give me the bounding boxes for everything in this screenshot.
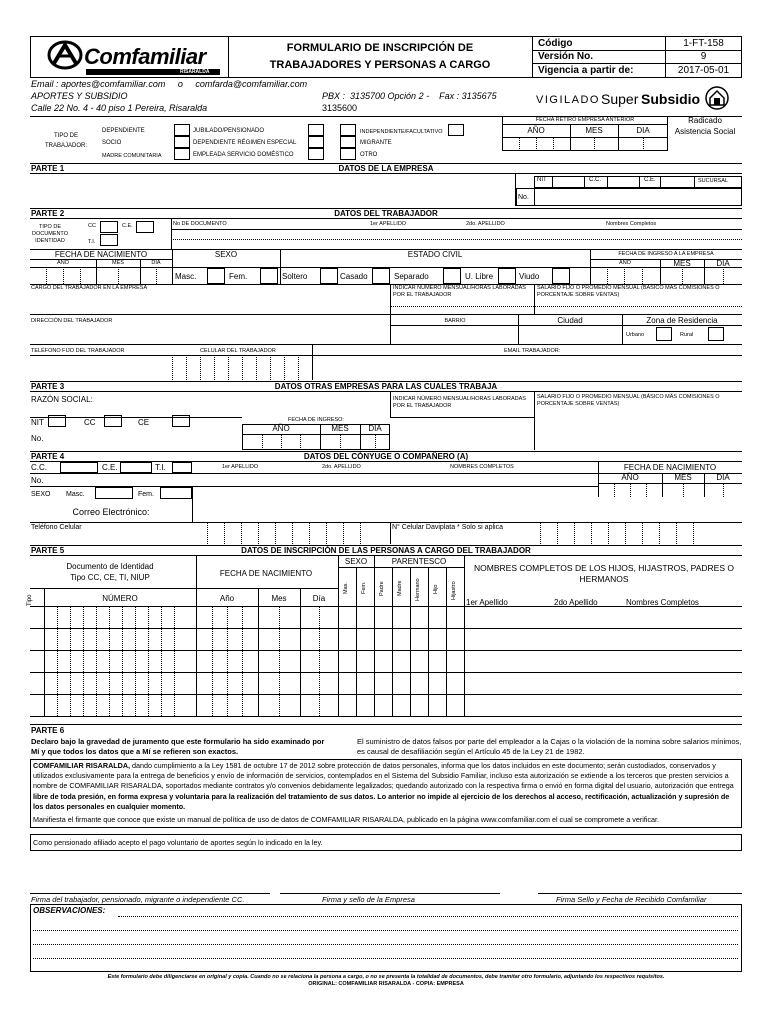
habeas-lead: COMFAMILIAR RISARALDA, (33, 761, 131, 770)
p5-tipo: Tipo (27, 594, 33, 606)
cc-label: C.C. (589, 177, 601, 183)
opt-jubilado: JUBILADO/PENSIONADO (193, 128, 265, 134)
ec-ulibre: U. Libre (465, 272, 494, 281)
p4-daviplata: N° Celular Daviplata * Solo si aplica (392, 524, 503, 531)
apellido1-label: 1er APELLIDO (370, 221, 407, 227)
opt-otro: OTRO (360, 152, 378, 158)
sexo-label: SEXO (214, 250, 238, 259)
p5-nombres-completos: Nombres Completos (626, 598, 699, 607)
parte3-num: PARTE 3 (31, 382, 65, 391)
parte2-title: DATOS DEL TRABAJADOR (334, 209, 438, 218)
p5-sexo: SEXO (344, 557, 368, 566)
p5-doc1: Documento de Identidad (66, 562, 154, 571)
p5-ano: Año (219, 594, 235, 603)
p3-dia: DIA (368, 424, 382, 433)
p3-horas-label: INDICAR NÚMERO MENSUAL/HORAS LABORADAS POR EL TRABAJADOR (393, 396, 526, 409)
barrio-label: BARRIO (444, 318, 466, 324)
contact-email: Email : aportes@comfamiliar.com o comfarda@comfamiliar.com (31, 79, 308, 89)
p4-apellido2: 2do. APELLIDO (322, 464, 361, 470)
parte4-num: PARTE 4 (31, 452, 65, 461)
urbano-box[interactable] (656, 327, 672, 341)
p4-ti-box[interactable] (172, 462, 192, 473)
chk-jubilado[interactable] (308, 124, 324, 136)
parte4-title: DATOS DEL CÓNYUGE O COMPAÑERO (A) (303, 452, 469, 461)
urbano-label: Urbano (626, 332, 645, 338)
doc-cc-label: CC (88, 223, 96, 229)
ec-casado: Casado (340, 272, 368, 281)
fecha-ingreso-label: FECHA DE INGRESO A LA EMPRESA (618, 251, 714, 257)
p5-hijo: Hijo (433, 584, 439, 594)
p4-telefono: Teléfono Celular (31, 524, 82, 531)
rural-box[interactable] (708, 327, 724, 341)
radicado-label: Radicado (688, 116, 722, 125)
opt-socio: SOCIO (102, 140, 122, 146)
telefono-label: TELÉFONO FIJO DEL TRABAJADOR (31, 348, 125, 354)
p3-ce-label: CE (138, 418, 150, 427)
p4-cc-box[interactable] (60, 462, 98, 473)
p5-hijastro: Hijastro (451, 581, 457, 600)
observaciones-box[interactable] (30, 904, 742, 972)
p5-apellido2: 2do Apellido (554, 598, 598, 607)
chk-tipo-extra[interactable] (448, 124, 464, 136)
p3-nit-label: NIT (31, 418, 44, 427)
chk-regimen[interactable] (308, 136, 324, 148)
sexo-fem: Fem. (229, 272, 248, 281)
ingreso-ano: AÑO (619, 260, 631, 266)
firma-recibido: Firma Sello y Fecha de Recibido Comfamiliar (556, 895, 707, 904)
habeas-bold: libre de toda presión, en forma expresa y voluntaria para la realización del tratamiento de sus datos. Lo anterior no impide al ejercicio de los derechos al acceso, rectificación, actualización y supresión de los datos personales en cualquier momento. (33, 791, 730, 811)
nit-label: NIT (537, 177, 547, 183)
chk-madre[interactable] (174, 148, 190, 160)
ec-separado-box[interactable] (443, 268, 461, 284)
p4-nombres: NOMBRES COMPLETOS (450, 464, 514, 470)
retiro-mes: MES (585, 126, 603, 135)
opt-independiente: INDEPENDIENTE/FACULTATIVO (360, 129, 443, 135)
sexo-masc-box[interactable] (207, 268, 225, 284)
empresa-no-input[interactable] (516, 188, 742, 206)
no-doc-label: No DE DOCUMENTO (173, 221, 227, 227)
p5-dia: Día (312, 594, 326, 603)
tipo-label2: TRABAJADOR: (44, 143, 87, 149)
apellido2-label: 2do. APELLIDO (466, 221, 505, 227)
email-label: EMAIL TRABAJADOR: (504, 348, 561, 354)
p4-correo: Correo Electrónico: (72, 507, 150, 517)
p5-madre: Madre (397, 580, 403, 596)
version-value: 9 (700, 51, 707, 62)
codigo-value: 1-FT-158 (683, 38, 724, 49)
p3-fecha-label: FECHA DE INGRESO: (288, 417, 344, 423)
p4-fem: Fem. (138, 491, 154, 498)
chk-dependiente[interactable] (174, 124, 190, 136)
cargo-label: CARGO DEL TRABAJADOR EN LA EMPRESA (31, 285, 148, 291)
firma-trabajador: Firma del trabajador, pensionado, migrante o independiente CC. (31, 895, 245, 904)
tipo-doc1: TIPO DE (38, 224, 61, 230)
p5-apellido1: 1er Apellido (466, 598, 508, 607)
comfamiliar-logo-icon (46, 39, 84, 71)
parte5-title: DATOS DE INSCRIPCIÓN DE LAS PERSONAS A CARGO DEL TRABAJADOR (241, 546, 531, 555)
footer-line1: Este formulario debe diligenciarse en original y copia. Cuando no se relaciona la persona a cargo, o no se presenta la totalidad de documentos, debe tramitar otro formulario, adjuntando los respectivos requisitos. (107, 974, 665, 980)
contact-aportes: APORTES Y SUBSIDIO (31, 91, 128, 101)
retiro-ano: AÑO (527, 126, 545, 135)
p5-padre: Padre (379, 581, 385, 596)
p4-ti-label: T.I. (155, 463, 166, 472)
p4-sexo: SEXO (31, 491, 51, 498)
chk-independiente[interactable] (340, 124, 356, 136)
brand-sub: RISARALDA (180, 69, 210, 75)
habeas-text (33, 761, 739, 812)
doc-cc-box[interactable] (100, 221, 118, 233)
p3-ano: AÑO (272, 424, 290, 433)
p5-numero: NÚMERO (102, 594, 138, 603)
p5-doc2: Tipo CC, CE, TI, NIUP (70, 573, 150, 582)
fecha-retiro-label: FECHA RETIRO EMPRESA ANTERIOR (535, 117, 635, 123)
estado-civil-label: ESTADO CIVIL (407, 250, 463, 259)
ingreso-mes: MES (673, 259, 691, 268)
opt-migrante: MIGRANTE (360, 140, 392, 146)
parte1-title: DATOS DE LA EMPRESA (338, 164, 434, 173)
horas-label: INDICAR NÚMERO MENSUAL/HORAS LABORADAS POR EL TRABAJADOR (393, 285, 526, 298)
p4-no-label: No. (31, 476, 44, 485)
p5-mas: Mas. (343, 582, 349, 594)
tipo-doc3: IDENTIDAD (35, 238, 65, 244)
subsidio-label: Subsidio (641, 91, 701, 107)
p4-cc-label: C.C. (31, 463, 47, 472)
firma-empresa: Firma y sello de la Empresa (322, 895, 415, 904)
celular-label: CELULAR DEL TRABAJADOR (200, 348, 276, 354)
sucursal-label: SUCURSAL (698, 178, 728, 184)
declaro-text: Declaro bajo la gravedad de juramento que este formulario ha sido examinado por Mí y que todos los datos que a Mí se refieren son exactos. (31, 737, 325, 756)
doc-ce-label: C.E. (122, 223, 133, 229)
p4-dia: DIA (716, 473, 730, 482)
chk-domestico[interactable] (308, 148, 324, 160)
p3-mes: MES (331, 424, 349, 433)
p5-nombres: NOMBRES COMPLETOS DE LOS HIJOS, HIJASTROS, PADRES O HERMANOS (474, 563, 734, 584)
p3-salario-label: SALARIO FIJO O PROMEDIO MENSUAL (BÁSICO MÁS COMISIONES O PORCENTAJE SOBRE VENTAS) (537, 394, 720, 407)
vigencia-label: Vigencia a partir de: (538, 65, 634, 76)
brand-name: Comfamiliar (84, 44, 206, 69)
contact-pbx2: 3135600 (322, 103, 358, 113)
nac-ano: AÑO (57, 260, 69, 266)
rural-label: Rural (680, 332, 694, 338)
doc-ti-label: T.I. (88, 239, 96, 245)
p4-mes: MES (674, 473, 692, 482)
retiro-dia: DIA (636, 126, 650, 135)
p4-masc: Masc. (66, 491, 85, 498)
chk-otro[interactable] (340, 148, 356, 160)
supersubsidio-logo-icon (705, 86, 729, 110)
p4-apellido1: 1er APELLIDO (222, 464, 259, 470)
p4-ce-label: C.E. (102, 463, 118, 472)
vigencia-value: 2017-05-01 (677, 65, 730, 76)
empresa-nombre-input[interactable] (30, 174, 516, 206)
p5-mes: Mes (271, 594, 287, 603)
empresa-no-label: No. (518, 194, 529, 201)
opt-madre: MADRE COMUNITARIA (102, 153, 162, 159)
p4-ano: AÑO (621, 473, 639, 482)
p4-ce-box[interactable] (120, 462, 152, 473)
opt-domestico: EMPLEADA SERVICIO DOMÉSTICO (193, 152, 294, 158)
parte1-num: PARTE 1 (31, 164, 65, 173)
ce-label: C.E. (644, 177, 656, 183)
version-label: Versión No. (538, 51, 594, 62)
nombres-label: Nombres Completos (606, 221, 657, 227)
p4-fem-box[interactable] (160, 487, 192, 499)
observaciones-label: OBSERVACIONES: (33, 906, 106, 915)
doc-ce-box[interactable] (136, 221, 154, 233)
p4-fecha-nac: FECHA DE NACIMIENTO (623, 463, 717, 472)
p5-fem: Fem. (361, 581, 367, 594)
tipo-doc2: DOCUMENTO (32, 231, 68, 237)
footer-line2: ORIGINAL: COMFAMILIAR RISARALDA - COPIA: EMPRESA (308, 981, 464, 987)
salario-label: SALARIO FIJO O PROMEDIO MENSUAL (BÁSICO MÁS COMISIONES O PORCENTAJE SOBRE VENTAS) (537, 285, 720, 298)
p5-parentesco: PARENTESCO (391, 557, 447, 566)
ec-viudo: Viudo (519, 272, 540, 281)
parte6-num: PARTE 6 (31, 726, 65, 735)
p3-no-label: No. (31, 434, 44, 443)
opt-regimen: DEPENDIENTE RÉGIMEN ESPECIAL (193, 140, 297, 146)
ingreso-dia: DIA (716, 259, 730, 268)
p5-hermano: Hermano (415, 578, 421, 601)
form-title-line2: TRABAJADORES Y PERSONAS A CARGO (269, 59, 491, 71)
codigo-label: Código (538, 38, 573, 49)
sexo-fem-box[interactable] (260, 268, 278, 284)
pensionado-text: Como pensionado afiliado acepto el pago voluntario de aportes según lo indicado en la ley. (33, 838, 323, 847)
ec-casado-box[interactable] (372, 268, 390, 284)
opt-dependiente: DEPENDIENTE (102, 128, 145, 134)
super-label: Super (601, 91, 639, 107)
ec-soltero-box[interactable] (320, 268, 338, 284)
parte5-num: PARTE 5 (31, 546, 65, 555)
parte3-title: DATOS OTRAS EMPRESAS PARA LAS CUALES TRABAJA (274, 382, 498, 391)
contact-address: Calle 22 No. 4 - 40 piso 1 Pereira, Risaralda (31, 103, 208, 113)
suministro-text: El suministro de datos falsos por parte del empleador a la Cajas o la violación de la nomina sobre salarios mínimos, es causal de desafiliación según el Artículo 45 de la Ley 21 de 1982. (357, 737, 742, 756)
direccion-label: DIRECCIÓN DEL TRABAJADOR (31, 318, 113, 324)
parte2-num: PARTE 2 (31, 209, 65, 218)
doc-ti-box[interactable] (100, 234, 118, 246)
tipo-label1: TIPO DE (53, 133, 78, 139)
p4-masc-box[interactable] (95, 487, 133, 499)
form-title-line1: FORMULARIO DE INSCRIPCIÓN DE (286, 42, 474, 54)
ciudad-label: Ciudad (557, 316, 583, 325)
zona-label: Zona de Residencia (646, 316, 718, 325)
ec-soltero: Soltero (282, 272, 308, 281)
nac-dia: DIA (151, 260, 161, 266)
p5-fecha-nac: FECHA DE NACIMIENTO (219, 569, 313, 578)
chk-socio[interactable] (174, 136, 190, 148)
ec-viudo-box[interactable] (552, 268, 570, 284)
ec-separado: Separado (394, 272, 429, 281)
sexo-masc: Masc. (175, 272, 197, 281)
nac-mes: MES (112, 260, 124, 266)
manifiesta-text: Manifiesta el firmante que conoce que existe un manual de política de uso de datos de COMFAMILIAR RISARALDA, publicado en la página www.comfamiliar.com el cual se compromete a verificar. (33, 815, 660, 824)
p3-cc-label: CC (84, 418, 96, 427)
chk-migrante[interactable] (340, 136, 356, 148)
fecha-nac-label: FECHA DE NACIMIENTO (54, 250, 148, 259)
asistencia-label: Asistencia Social (674, 127, 736, 136)
contact-pbx: PBX : 3135700 Opción 2 - Fax : 3135675 (322, 91, 497, 101)
ec-ulibre-box[interactable] (498, 268, 516, 284)
razon-label: RAZÓN SOCIAL: (31, 395, 93, 404)
vigilado-label: VIGILADO (536, 94, 600, 106)
habeas-body: dando cumplimiento a la Ley 1581 de octubre 17 de 2012 sobre protección de datos personales, informa que los datos incluidos en este documento; serán custodiados, conservados y utilizados exclusivamente para la entrega de beneficios y envío de información de servicios, contemplados en el Sistema del Subsidio Familiar, incluso esta autorización se extiende a los terceros que presten servicios a nombre de COMFAMILIAR RISARALDA, soportados mediante contratos y/o convenios debidamente legalizados; quedando autorizado con la respectiva firma o envió en forma digital del usuario, autorización que entrega (33, 761, 734, 791)
